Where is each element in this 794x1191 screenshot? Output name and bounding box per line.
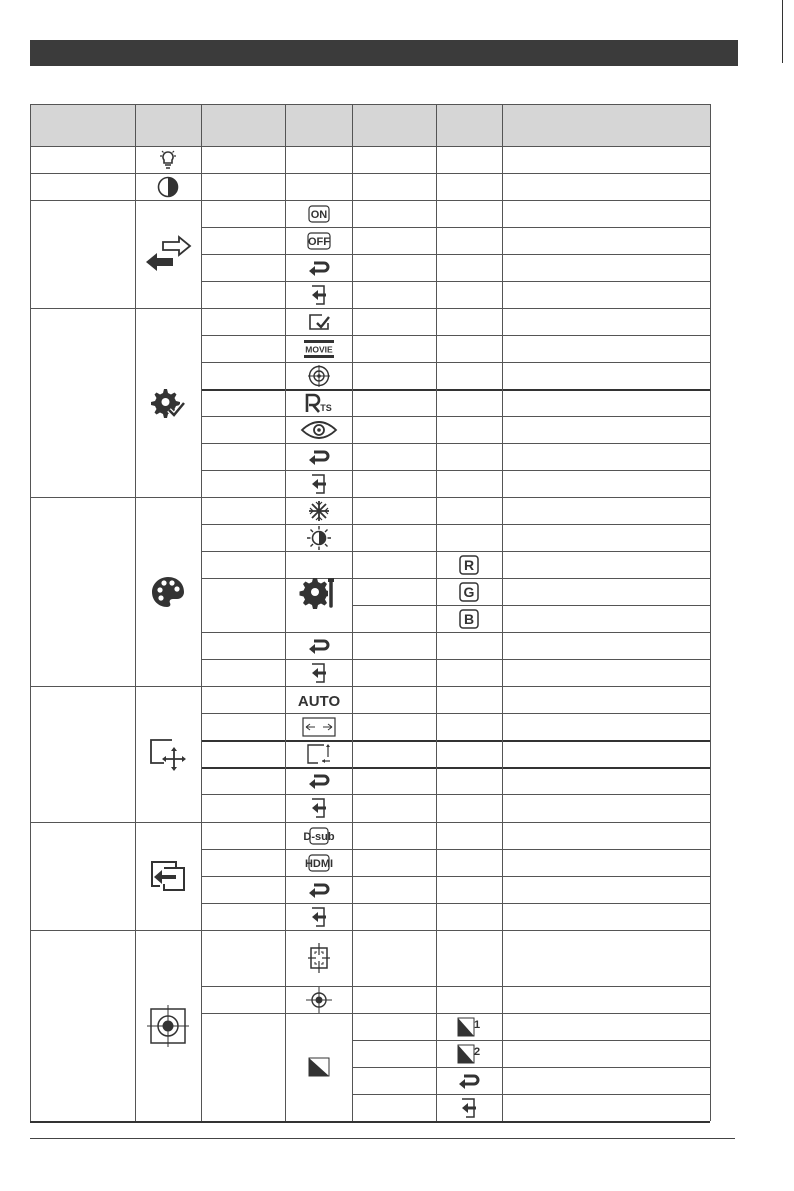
exit-icon [310,285,328,305]
table-header-row [30,104,710,146]
exit-icon [460,1098,478,1118]
column-divider [201,104,202,1121]
row-divider [201,740,710,742]
row-divider [201,713,710,714]
row-divider [201,362,710,363]
position-move-icon [147,736,189,772]
row-divider [201,416,710,417]
svg-text:HDMI: HDMI [304,857,333,870]
movie-icon [303,339,335,359]
half-square-icon [307,1056,331,1078]
row-divider [201,849,710,850]
table-border-bottom [30,1121,710,1123]
row-divider [201,632,710,633]
hdmi-icon [304,853,333,873]
svg-text:MOVIE: MOVIE [304,344,333,354]
contrast-icon [156,175,180,199]
row-divider [30,686,710,687]
row-divider [30,497,710,498]
svg-text:ON: ON [310,208,327,221]
crosshair-target-icon [146,1004,190,1048]
eye-icon [301,420,337,440]
off-icon [306,231,332,251]
return-icon [458,1071,480,1091]
osd-menu-table [30,104,710,1121]
row-divider [201,794,710,795]
r-icon [458,554,480,576]
row-divider [352,605,710,606]
row-divider [201,1013,710,1014]
on-icon [307,204,331,224]
color-settings-icon [300,574,338,610]
row-divider [201,903,710,904]
svg-text:D-sub: D-sub [302,830,335,843]
auto-icon [297,691,340,710]
svg-text:R: R [463,556,475,573]
column-divider [285,104,286,1121]
row-divider [201,443,710,444]
mode1-icon [456,1016,482,1038]
row-divider [201,767,710,769]
input-source-icon [149,859,187,893]
v-position-icon [305,742,333,766]
row-divider [201,281,710,282]
row-divider [201,578,710,579]
return-icon [308,258,330,278]
svg-text:G: G [463,583,475,600]
rts-icon [305,393,333,413]
column-divider [352,104,353,1121]
row-divider [201,470,710,471]
h-position-icon [301,716,337,738]
row-divider [352,1067,710,1068]
column-divider [436,104,437,1121]
row-divider [30,200,710,201]
svg-text:2: 2 [473,1045,481,1058]
row-divider [30,930,710,931]
row-divider [201,254,710,255]
crosshair-dot-icon [306,987,332,1013]
g-icon [458,581,480,603]
sun-contrast-icon [307,526,331,550]
row-divider [201,227,710,228]
row-divider [352,1094,710,1095]
palette-icon [150,575,186,609]
table-border-top [30,104,710,105]
svg-text:1: 1 [473,1018,481,1031]
table-border-right [710,104,711,1121]
crosshair-frame-icon [307,942,331,974]
standard-check-icon [307,312,331,332]
column-divider [502,104,503,1121]
svg-text:OFF: OFF [307,235,330,248]
table-border-left [30,104,31,1121]
dsub-icon [302,826,335,846]
table-header-divider [30,146,710,147]
row-divider [201,876,710,877]
svg-text:TS: TS [319,402,332,413]
fps-target-icon [307,364,331,388]
switch-arrows-icon [144,235,192,273]
exit-icon [310,907,328,927]
row-divider [30,308,710,309]
brightness-bulb-icon [158,148,178,172]
row-divider [201,335,710,336]
svg-text:AUTO: AUTO [297,692,340,710]
row-divider [201,659,710,660]
svg-text:B: B [463,610,475,627]
row-divider [201,551,710,552]
footer-rule [30,1138,735,1139]
snowflake-icon [307,499,331,523]
row-divider [30,822,710,823]
row-divider [352,1040,710,1041]
exit-icon [310,663,328,683]
row-divider [30,173,710,174]
return-icon [308,447,330,467]
exit-icon [310,474,328,494]
exit-icon [310,798,328,818]
mode2-icon [456,1043,482,1065]
b-icon [458,608,480,630]
section-header-bar [30,40,738,66]
return-icon [308,636,330,656]
row-divider [201,986,710,987]
row-divider [201,389,710,391]
column-divider [135,104,136,1121]
return-icon [308,771,330,791]
row-divider [201,524,710,525]
crop-mark [782,0,783,63]
return-icon [308,880,330,900]
settings-check-icon [149,385,187,421]
